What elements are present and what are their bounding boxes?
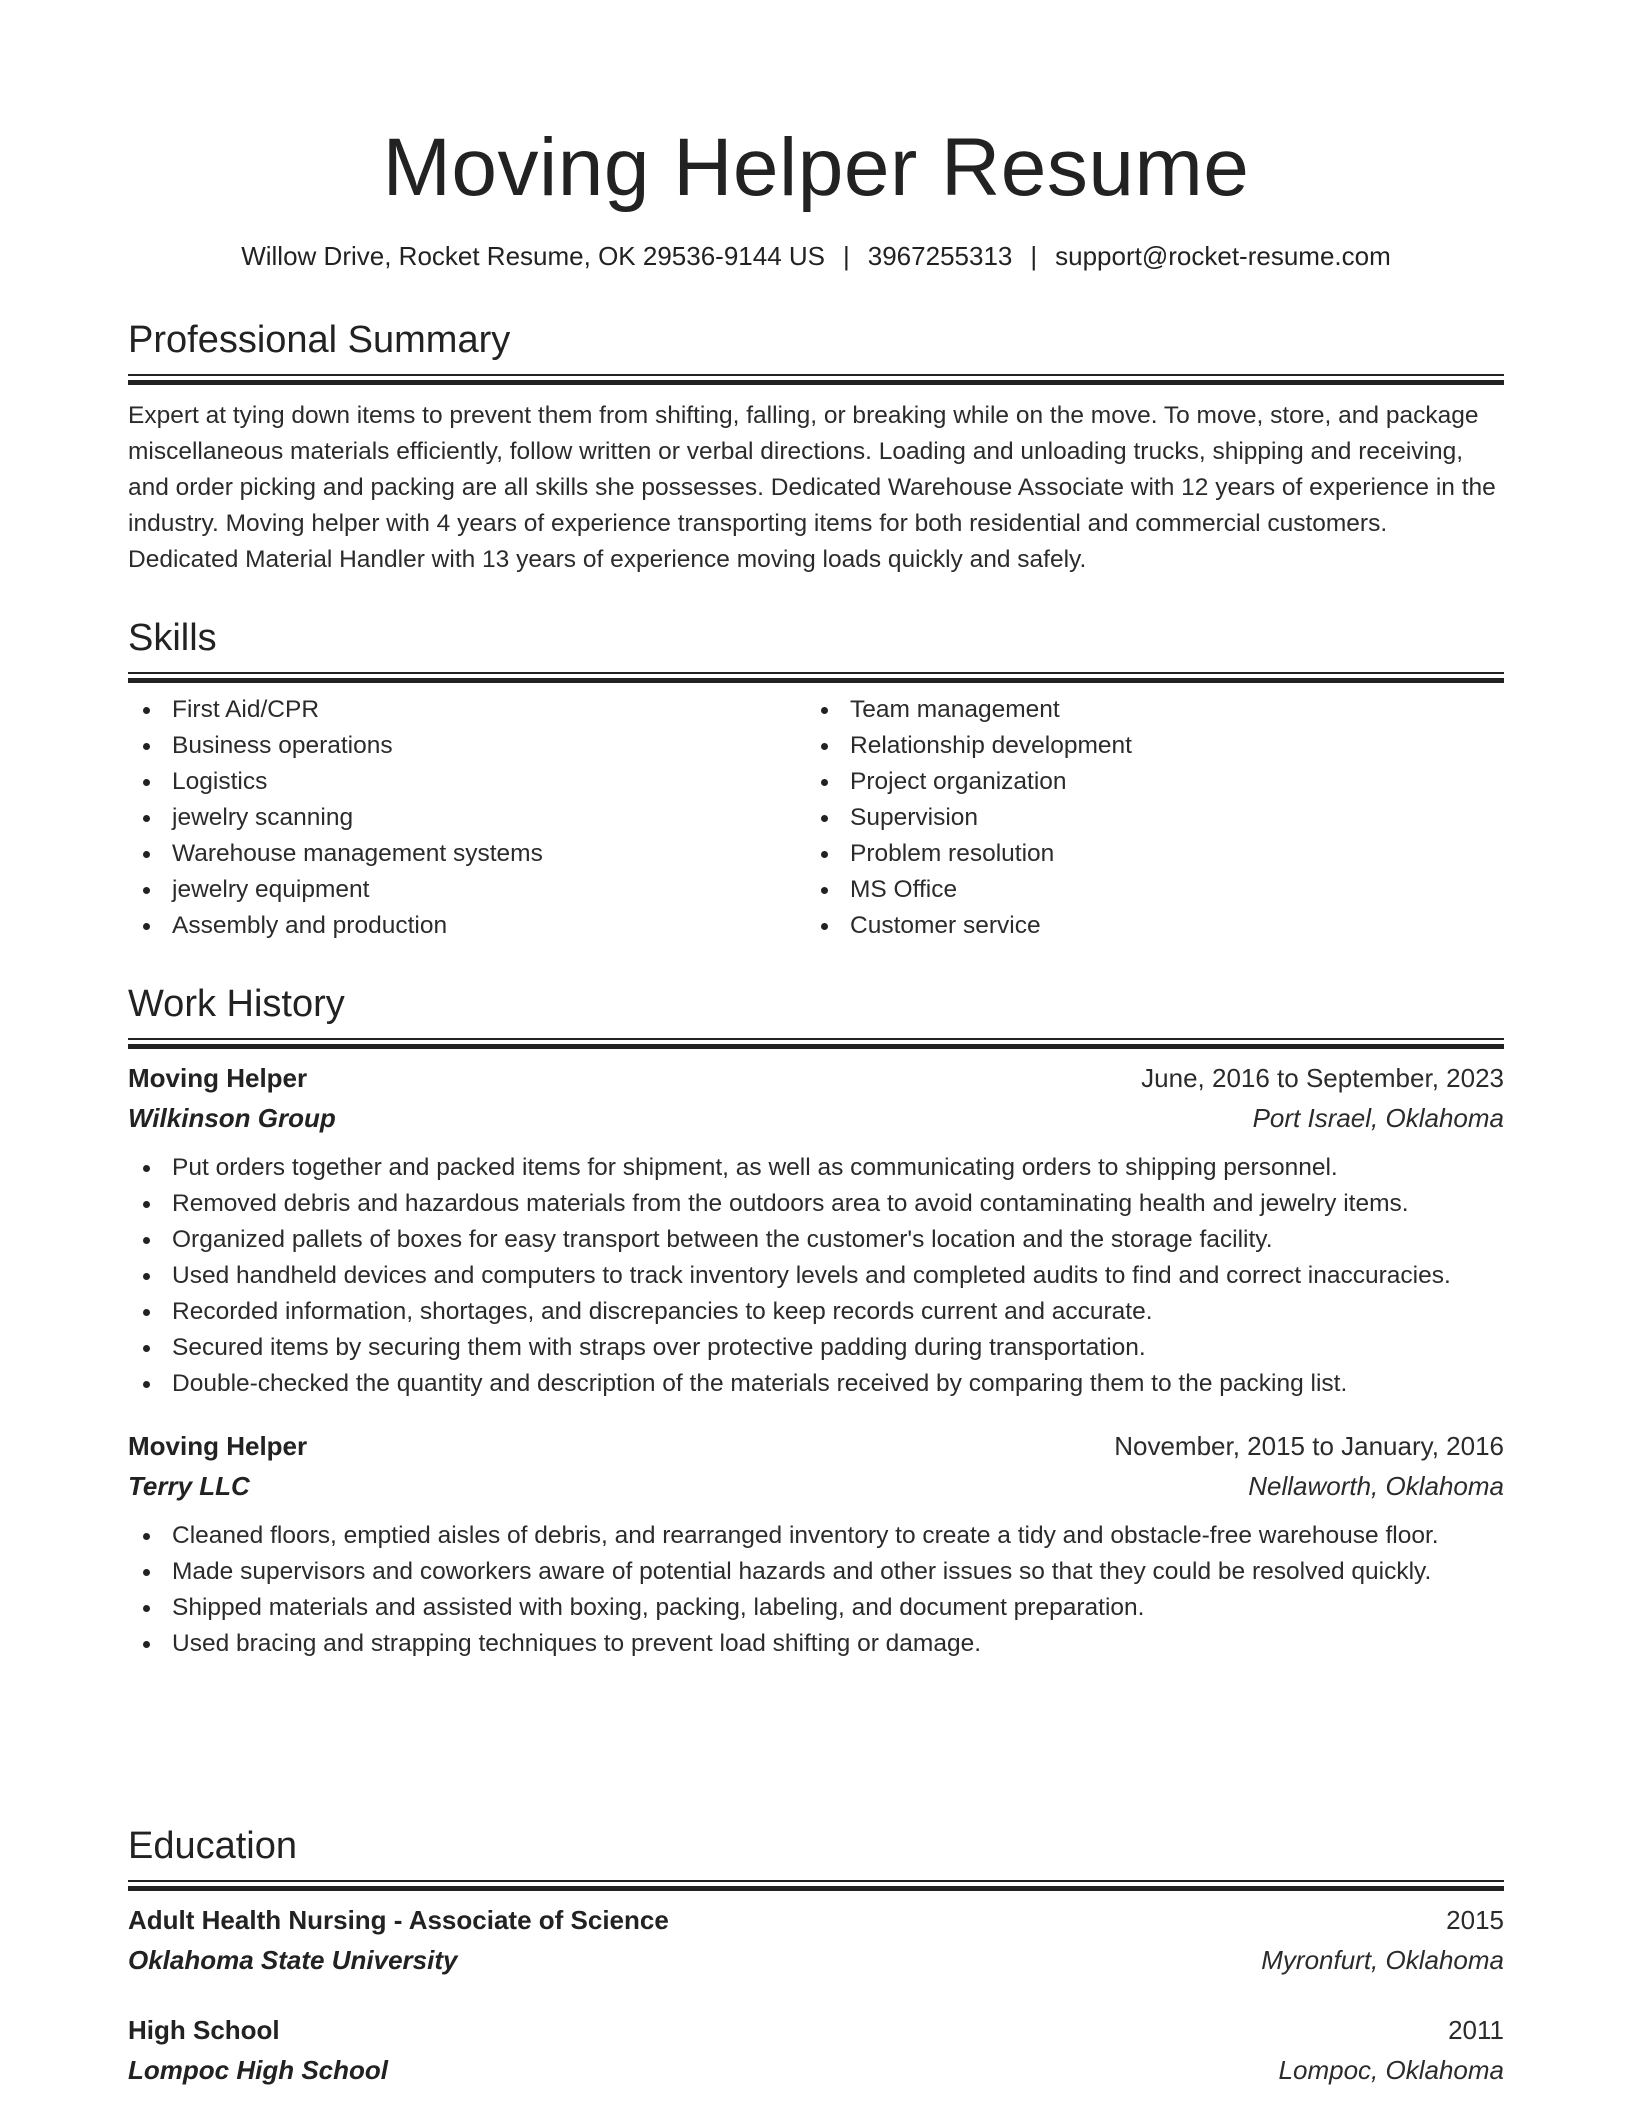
skill-item: MS Office	[806, 872, 1484, 908]
work-history-section	[128, 980, 1504, 1662]
skill-item: Assembly and production	[128, 908, 806, 944]
job-bullet: Double-checked the quantity and description of the materials received by comparing them to the packing list.	[128, 1366, 1504, 1402]
section-divider	[128, 1038, 1504, 1048]
section-divider	[128, 1880, 1504, 1890]
job-bullet: Secured items by securing them with straps over protective padding during transportation.	[128, 1330, 1504, 1366]
education-year: 2015	[1446, 1905, 1504, 1935]
education-school: Lompoc High School	[128, 2055, 388, 2085]
summary-text: Expert at tying down items to prevent them from shifting, falling, or breaking while on the move. To move, store, and package miscellaneous materials efficiently, follow written or verbal directions. Loading and unloading trucks, shipping and receiving, and order picking and packing are all skills she possesses. Dedicated Warehouse Associate with 12 years of experience in the industry. Moving helper with 4 years of experience transporting items for both residential and commercial customers. Dedicated Material Handler with 13 years of experience moving loads quickly and safely.	[128, 402, 1496, 573]
skill-item: Supervision	[806, 800, 1484, 836]
contact-separator: |	[843, 241, 850, 271]
job-company: Terry LLC	[128, 1471, 250, 1501]
job-header	[128, 1426, 1504, 1466]
job-bullet: Used handheld devices and computers to track inventory levels and completed audits to find and correct inaccuracies.	[128, 1258, 1504, 1294]
job-entry	[128, 1058, 1504, 1402]
skill-item: Warehouse management systems	[128, 836, 806, 872]
education-header	[128, 1900, 1504, 1940]
skills-section	[128, 614, 1504, 944]
job-bullet: Put orders together and packed items for shipment, as well as communicating orders to shipping personnel.	[128, 1150, 1504, 1186]
job-dates: November, 2015 to January, 2016	[1114, 1431, 1504, 1461]
job-location: Port Israel, Oklahoma	[1252, 1103, 1504, 1133]
skill-item: Team management	[806, 692, 1484, 728]
summary-section	[128, 316, 1504, 578]
job-bullet: Cleaned floors, emptied aisles of debris, and rearranged inventory to create a tidy and obstacle-free warehouse floor.	[128, 1518, 1504, 1554]
education-year: 2011	[1448, 2015, 1504, 2045]
skill-item: First Aid/CPR	[128, 692, 806, 728]
skill-item: jewelry scanning	[128, 800, 806, 836]
education-location: Lompoc, Oklahoma	[1278, 2055, 1504, 2085]
education-entry	[128, 1900, 1504, 1980]
job-bullet: Used bracing and strapping techniques to prevent load shifting or damage.	[128, 1626, 1504, 1662]
job-entry	[128, 1426, 1504, 1662]
section-title: Skills	[128, 617, 217, 659]
education-school: Oklahoma State University	[128, 1945, 458, 1975]
skill-item: Business operations	[128, 728, 806, 764]
job-title: Moving Helper	[128, 1431, 308, 1461]
job-company: Wilkinson Group	[128, 1103, 336, 1133]
skills-right-list	[806, 692, 1484, 944]
education-section	[128, 1822, 1504, 2090]
skill-item: Relationship development	[806, 728, 1484, 764]
job-bullet: Shipped materials and assisted with boxing, packing, labeling, and document preparation.	[128, 1590, 1504, 1626]
resume-name: Moving Helper Resume	[382, 122, 1250, 213]
job-title: Moving Helper	[128, 1063, 308, 1093]
education-degree: Adult Health Nursing - Associate of Science	[128, 1905, 669, 1935]
job-location: Nellaworth, Oklahoma	[1248, 1471, 1504, 1501]
job-subheader	[128, 1098, 1504, 1138]
job-bullet: Made supervisors and coworkers aware of potential hazards and other issues so that they could be resolved quickly.	[128, 1554, 1504, 1590]
contact-phone: 3967255313	[867, 241, 1013, 271]
section-divider	[128, 672, 1504, 682]
job-bullets	[128, 1150, 1504, 1402]
contact-email: support@rocket-resume.com	[1055, 241, 1391, 271]
job-bullet: Organized pallets of boxes for easy transport between the customer's location and the storage facility.	[128, 1222, 1504, 1258]
job-bullets	[128, 1518, 1504, 1662]
job-bullet: Recorded information, shortages, and discrepancies to keep records current and accurate.	[128, 1294, 1504, 1330]
skill-item: Problem resolution	[806, 836, 1484, 872]
job-bullet: Removed debris and hazardous materials from the outdoors area to avoid contaminating health and jewelry items.	[128, 1186, 1504, 1222]
skills-left-list	[128, 692, 806, 944]
job-header	[128, 1058, 1504, 1098]
job-subheader	[128, 1466, 1504, 1506]
skill-item: jewelry equipment	[128, 872, 806, 908]
section-title: Work History	[128, 983, 345, 1025]
education-degree: High School	[128, 2015, 280, 2045]
education-subheader	[128, 1940, 1504, 1980]
section-title: Professional Summary	[128, 319, 511, 361]
contact-address: Willow Drive, Rocket Resume, OK 29536-9144 US	[241, 241, 825, 271]
education-location: Myronfurt, Oklahoma	[1261, 1945, 1504, 1975]
section-divider	[128, 374, 1504, 384]
contact-separator: |	[1030, 241, 1038, 271]
education-entry	[128, 2010, 1504, 2090]
job-dates: June, 2016 to September, 2023	[1141, 1063, 1504, 1093]
skill-item: Customer service	[806, 908, 1484, 944]
section-title: Education	[128, 1825, 298, 1867]
education-subheader	[128, 2050, 1504, 2090]
skill-item: Logistics	[128, 764, 806, 800]
skill-item: Project organization	[806, 764, 1484, 800]
education-header	[128, 2010, 1504, 2050]
skills-columns	[128, 692, 1504, 944]
contact-line	[128, 238, 1504, 274]
